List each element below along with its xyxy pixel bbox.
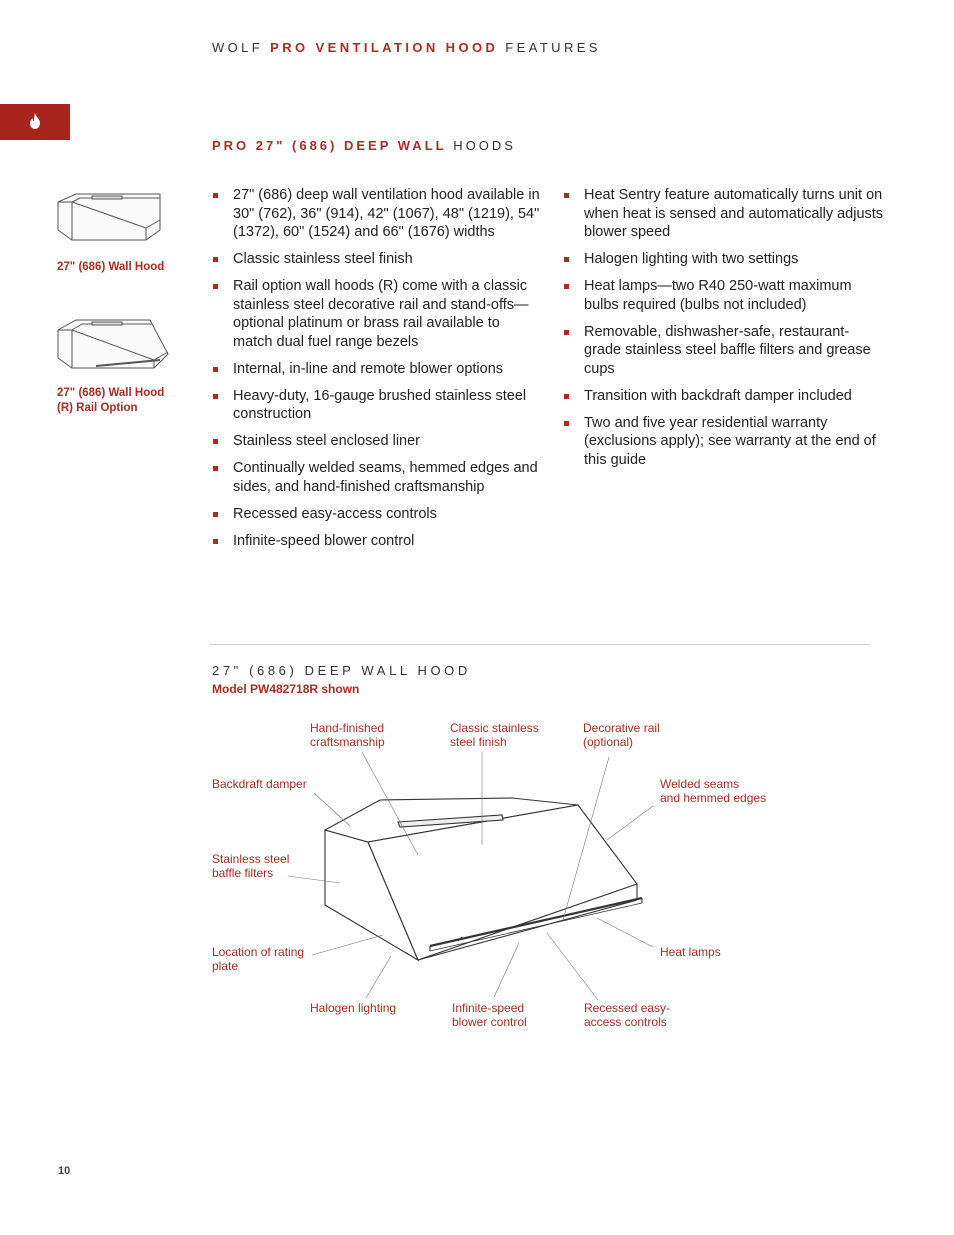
label-line: Hand-finished <box>310 721 385 735</box>
label-line: Classic stainless <box>450 721 539 735</box>
feature-item: Continually welded seams, hemmed edges and sides, and hand-finished craftsmanship <box>211 459 541 496</box>
flame-icon <box>29 113 41 129</box>
header-rest: FEATURES <box>505 40 601 55</box>
label-line: and hemmed edges <box>660 791 767 805</box>
section-tab <box>0 104 70 140</box>
label-classic-finish <box>450 721 539 749</box>
diagram-subtitle: Model PW482718R shown <box>212 682 360 696</box>
label-welded-seams <box>660 777 766 805</box>
thumbnail-caption-rail <box>57 386 164 416</box>
label-line: blower control <box>452 1015 527 1029</box>
features-list-left <box>211 186 541 559</box>
feature-item: Removable, dishwasher-safe, restaurant-grade stainless steel baffle filters and grease cups <box>562 323 884 379</box>
feature-item: 27" (686) deep wall ventilation hood available in 30" (762), 36" (914), 42" (1067), 48" (1219), 54" (1372), 60" (1524) and 66" (1676) widths <box>211 186 541 242</box>
label-line: Decorative rail <box>583 721 660 735</box>
label-line: (optional) <box>583 735 634 749</box>
label-line: Location of rating <box>212 945 305 959</box>
header-brand: WOLF <box>212 40 264 55</box>
label-infinite-speed <box>452 1001 527 1029</box>
section-divider <box>210 644 870 645</box>
label-line: craftsmanship <box>310 735 385 749</box>
label-line: steel finish <box>450 735 507 749</box>
feature-item: Two and five year residential warranty (exclusions apply); see warranty at the end of this guide <box>562 414 884 470</box>
label-line: Recessed easy- <box>584 1001 671 1015</box>
caption-line: 27" (686) Wall Hood <box>57 387 165 399</box>
section-title-rest: HOODS <box>453 138 516 153</box>
feature-item: Recessed easy-access controls <box>211 505 541 524</box>
label-heat-lamps: Heat lamps <box>660 945 721 959</box>
page-header <box>212 40 601 55</box>
feature-item: Stainless steel enclosed liner <box>211 432 541 451</box>
feature-item: Halogen lighting with two settings <box>562 250 884 269</box>
section-title-highlight: PRO 27" (686) DEEP WALL <box>212 138 447 153</box>
feature-item: Rail option wall hoods (R) come with a classic stainless steel decorative rail and stand-offs—optional platinum or brass rail available to match dual fuel range bezels <box>211 277 541 351</box>
rail-hood-thumbnail <box>56 316 176 378</box>
label-line: Welded seams <box>660 777 740 791</box>
label-line: access controls <box>584 1015 667 1029</box>
header-highlight: PRO VENTILATION HOOD <box>270 40 499 55</box>
features-list-right <box>562 186 884 478</box>
label-halogen: Halogen lighting <box>310 1001 397 1015</box>
feature-item: Heavy-duty, 16-gauge brushed stainless steel construction <box>211 387 541 424</box>
label-line: baffle filters <box>212 866 274 880</box>
diagram-title: 27" (686) DEEP WALL HOOD <box>212 663 471 678</box>
label-backdraft: Backdraft damper <box>212 777 307 791</box>
label-baffle-filters <box>212 852 289 880</box>
label-line: Stainless steel <box>212 852 290 866</box>
section-title <box>212 138 516 153</box>
label-recessed-controls <box>584 1001 670 1029</box>
label-rating-plate <box>212 945 304 973</box>
label-line: Infinite-speed <box>452 1001 525 1015</box>
feature-item: Transition with backdraft damper included <box>562 387 884 406</box>
wall-hood-thumbnail <box>56 188 176 250</box>
page-number: 10 <box>58 1165 71 1177</box>
label-decorative-rail <box>583 721 660 749</box>
feature-item: Classic stainless steel finish <box>211 250 541 269</box>
feature-item: Internal, in-line and remote blower options <box>211 360 541 379</box>
feature-item: Heat lamps—two R40 250-watt maximum bulbs required (bulbs not included) <box>562 277 884 314</box>
thumbnail-caption: 27" (686) Wall Hood <box>57 261 165 273</box>
feature-item: Heat Sentry feature automatically turns unit on when heat is sensed and automatically adjusts blower speed <box>562 186 884 242</box>
label-line: plate <box>212 959 239 973</box>
label-hand-finished <box>310 721 385 749</box>
caption-line: (R) Rail Option <box>57 402 138 414</box>
feature-item: Infinite-speed blower control <box>211 532 541 551</box>
